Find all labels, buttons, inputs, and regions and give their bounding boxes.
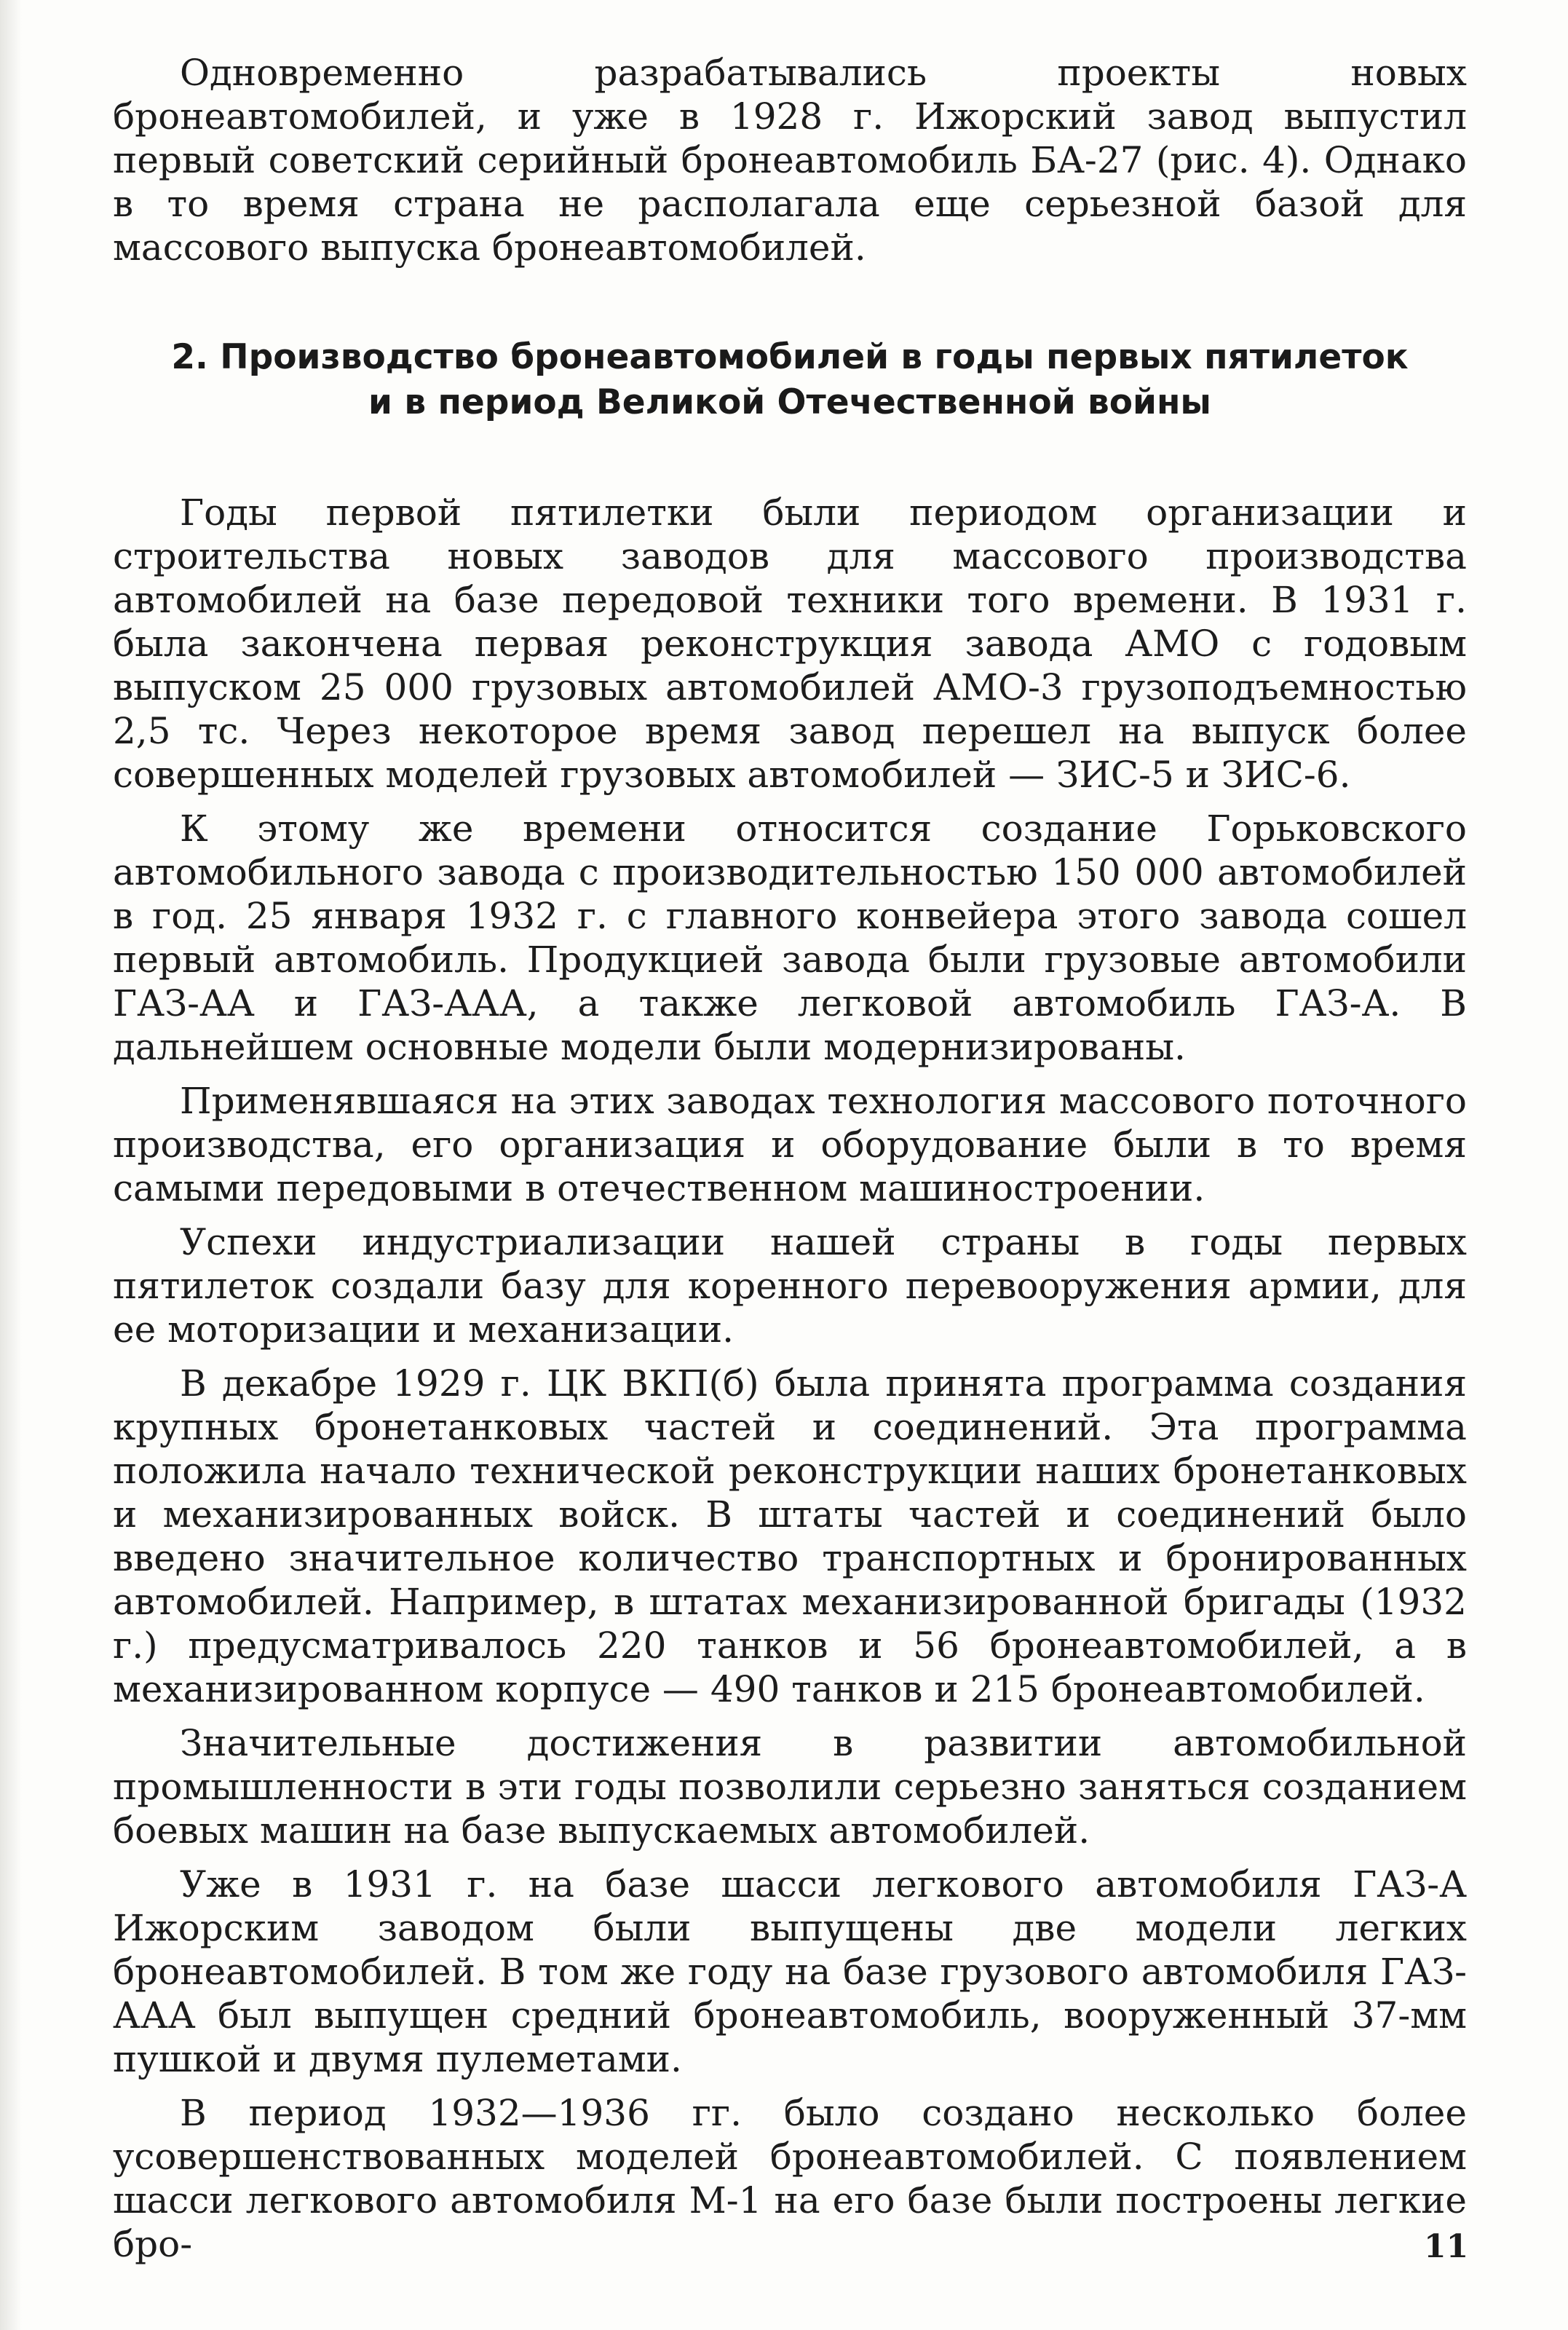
page-text (113, 51, 1467, 2276)
paragraph: В период 1932—1936 гг. было создано несколько более усовершенствованных моделей бронеавтомобилей. С появлением шасси легкового автомобиля М-1 на его базе были построены легкие бро- (113, 2092, 1467, 2265)
paragraph: К этому же времени относится создание Горьковского автомобильного завода с производительностью 150 000 автомобилей в год. 25 января 1932 г. с главного конвейера этого завода сошел первый автомобиль. Продукцией завода были грузовые автомобили ГАЗ-АА и ГАЗ-ААА, а также легковой автомобиль ГАЗ-А. В дальнейшем основные модели были модернизированы. (113, 807, 1467, 1068)
paragraph: Значительные достижения в развитии автомобильной промышленности в эти годы позволили серьезно заняться созданием боевых машин на базе выпускаемых автомобилей. (113, 1722, 1467, 1852)
paragraph: Успехи индустриализации нашей страны в годы первых пятилеток создали базу для коренного перевооружения армии, для ее моторизации и механизации. (113, 1221, 1467, 1351)
page-number: 11 (1424, 2228, 1469, 2265)
section-heading: 2. Производство бронеавтомобилей в годы первых пятилеток и в период Великой Отечественной войны (171, 337, 1409, 422)
scan-edge-shadow (0, 0, 22, 2330)
paragraph: Уже в 1931 г. на базе шасси легкового автомобиля ГАЗ-А Ижорским заводом были выпущены две модели легких бронеавтомобилей. В том же году на базе грузового автомобиля ГАЗ-ААА был выпущен средний бронеавтомобиль, вооруженный 37-мм пушкой и двумя пулеметами. (113, 1863, 1467, 2080)
paragraph: Годы первой пятилетки были периодом организации и строительства новых заводов для массового производства автомобилей на базе передовой техники того времени. В 1931 г. была закончена первая реконструкция завода АМО с годовым выпуском 25 000 грузовых автомобилей АМО-3 грузоподъемностью 2,5 тс. Через некоторое время завод перешел на выпуск более совершенных моделей грузовых автомобилей — ЗИС-5 и ЗИС-6. (113, 491, 1467, 796)
paragraph: Применявшаяся на этих заводах технология массового поточного производства, его организация и оборудование были в то время самыми передовыми в отечественном машиностроении. (113, 1080, 1467, 1209)
paragraph-intro: Одновременно разрабатывались проекты новых бронеавтомобилей, и уже в 1928 г. Ижорский завод выпустил первый советский серийный бронеавтомобиль БА-27 (рис. 4). Однако в то время страна не располагала еще серьезной базой для массового выпуска бронеавтомобилей. (113, 52, 1467, 269)
paragraph: В декабре 1929 г. ЦК ВКП(б) была принята программа создания крупных бронетанковых частей и соединений. Эта программа положила начало технической реконструкции наших бронетанковых и механизированных войск. В штаты частей и соединений было введено значительное количество транспортных и бронированных автомобилей. Например, в штатах механизированной бригады (1932 г.) предусматривалось 220 танков и 56 бронеавтомобилей, а в механизированном корпусе — 490 танков и 215 бронеавтомобилей. (113, 1362, 1467, 1710)
